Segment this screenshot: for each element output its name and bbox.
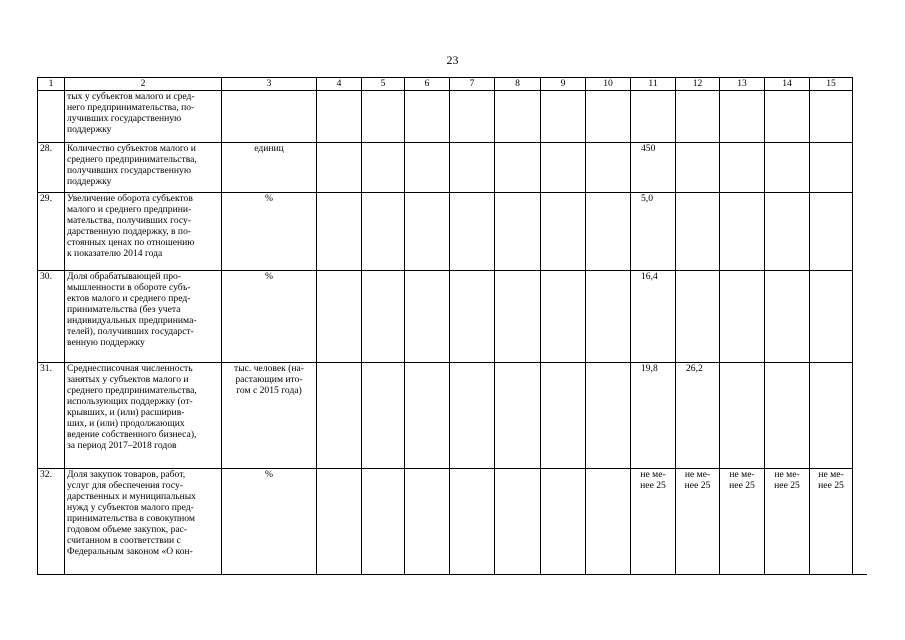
table-row [38, 469, 853, 575]
value-cell [810, 193, 853, 271]
value-cell [810, 271, 853, 363]
value-cell [317, 193, 362, 271]
column-number: 15 [810, 78, 853, 91]
value-cell [541, 363, 586, 469]
unit-of-measure: % [222, 193, 317, 271]
column-number: 13 [720, 78, 765, 91]
value-cell: 450 [631, 143, 676, 193]
value-cell [317, 363, 362, 469]
value-cell [586, 271, 631, 363]
value-cell: не ме- нее 25 [765, 469, 810, 575]
column-number: 7 [450, 78, 495, 91]
value-cell [720, 143, 765, 193]
row-number: 28. [38, 143, 65, 193]
column-number: 6 [405, 78, 450, 91]
page-number: 23 [446, 53, 459, 67]
value-cell [720, 363, 765, 469]
value-cell [362, 193, 405, 271]
indicators-table [37, 77, 853, 575]
value-cell [765, 193, 810, 271]
indicator-name: Увеличение оборота субъектов малого и среднего предприни- мательства, получивших госу- дарственную поддержку, в по- стоянных ценах по отношению к показателю 2014 года [65, 193, 222, 271]
table-bottom-rule [37, 574, 867, 575]
value-cell [405, 143, 450, 193]
value-cell [586, 193, 631, 271]
row-number: 30. [38, 271, 65, 363]
row-number: 31. [38, 363, 65, 469]
column-number: 2 [65, 78, 222, 91]
row-number: 32. [38, 469, 65, 575]
value-cell: не ме- нее 25 [720, 469, 765, 575]
indicator-name: тых у субъектов малого и сред- него предпринимательства, по- лучивших государственную поддержку [65, 91, 222, 143]
column-number: 1 [38, 78, 65, 91]
value-cell [450, 193, 495, 271]
unit-of-measure: % [222, 271, 317, 363]
value-cell [495, 469, 541, 575]
value-cell [362, 143, 405, 193]
value-cell [362, 363, 405, 469]
value-cell [676, 91, 720, 143]
indicator-name: Количество субъектов малого и среднего предпринимательства, получивших государственную поддержку [65, 143, 222, 193]
indicator-name: Доля обрабатывающей про- мышленности в обороте субъ- ектов малого и среднего пред- принимательства (без учета индивидуальных предпринима- телей), получивших государст- венную поддержку [65, 271, 222, 363]
value-cell [586, 469, 631, 575]
value-cell [720, 271, 765, 363]
indicator-name: Среднесписочная численность занятых у субъектов малого и среднего предпринимательства, использующих поддержку (от- крывших, и (или) расширив- ших, и (или) продолжающих ведение собственного бизнеса), за период 2017–2018 годов [65, 363, 222, 469]
column-number: 10 [586, 78, 631, 91]
value-cell [676, 271, 720, 363]
value-cell [720, 91, 765, 143]
value-cell [405, 271, 450, 363]
value-cell [495, 143, 541, 193]
value-cell [317, 271, 362, 363]
value-cell [586, 363, 631, 469]
value-cell: не ме- нее 25 [810, 469, 853, 575]
value-cell: 16,4 [631, 271, 676, 363]
value-cell: 26,2 [676, 363, 720, 469]
column-number: 8 [495, 78, 541, 91]
column-number-row [38, 78, 853, 91]
value-cell [541, 469, 586, 575]
column-number: 4 [317, 78, 362, 91]
value-cell [765, 363, 810, 469]
value-cell: 5,0 [631, 193, 676, 271]
value-cell [765, 271, 810, 363]
table-body [38, 78, 853, 575]
value-cell: 19,8 [631, 363, 676, 469]
value-cell [676, 143, 720, 193]
value-cell [317, 91, 362, 143]
value-cell [450, 143, 495, 193]
value-cell [405, 91, 450, 143]
value-cell [541, 193, 586, 271]
value-cell [495, 193, 541, 271]
column-number: 12 [676, 78, 720, 91]
value-cell [450, 91, 495, 143]
value-cell: не ме- нее 25 [631, 469, 676, 575]
column-number: 14 [765, 78, 810, 91]
value-cell [765, 143, 810, 193]
value-cell [676, 193, 720, 271]
value-cell [450, 271, 495, 363]
value-cell [405, 193, 450, 271]
value-cell: не ме- нее 25 [676, 469, 720, 575]
table-row [38, 193, 853, 271]
value-cell [541, 271, 586, 363]
value-cell [495, 271, 541, 363]
value-cell [362, 91, 405, 143]
column-number: 11 [631, 78, 676, 91]
table-row [38, 271, 853, 363]
value-cell [495, 91, 541, 143]
value-cell [765, 91, 810, 143]
value-cell [495, 363, 541, 469]
value-cell [317, 469, 362, 575]
indicator-name: Доля закупок товаров, работ, услуг для обеспечения госу- дарственных и муниципальных нужд у субъектов малого пред- принимательства в совокупном годовом объеме закупок, рас- считанном в соответствии с Федеральным законом «О кон- [65, 469, 222, 575]
column-number: 5 [362, 78, 405, 91]
unit-of-measure: единиц [222, 143, 317, 193]
value-cell [450, 363, 495, 469]
value-cell [362, 271, 405, 363]
value-cell [362, 469, 405, 575]
value-cell [541, 143, 586, 193]
row-number: 29. [38, 193, 65, 271]
value-cell [450, 469, 495, 575]
table-row [38, 143, 853, 193]
unit-of-measure [222, 91, 317, 143]
value-cell [405, 363, 450, 469]
value-cell [586, 143, 631, 193]
column-number: 3 [222, 78, 317, 91]
value-cell [810, 363, 853, 469]
row-number [38, 91, 65, 143]
unit-of-measure: % [222, 469, 317, 575]
value-cell [405, 469, 450, 575]
value-cell [541, 91, 586, 143]
value-cell [317, 143, 362, 193]
value-cell [810, 143, 853, 193]
value-cell [631, 91, 676, 143]
value-cell [586, 91, 631, 143]
unit-of-measure: тыс. человек (на- растающим ито- гом с 2015 года) [222, 363, 317, 469]
column-number: 9 [541, 78, 586, 91]
value-cell [810, 91, 853, 143]
table-row [38, 91, 853, 143]
table-row [38, 363, 853, 469]
value-cell [720, 193, 765, 271]
